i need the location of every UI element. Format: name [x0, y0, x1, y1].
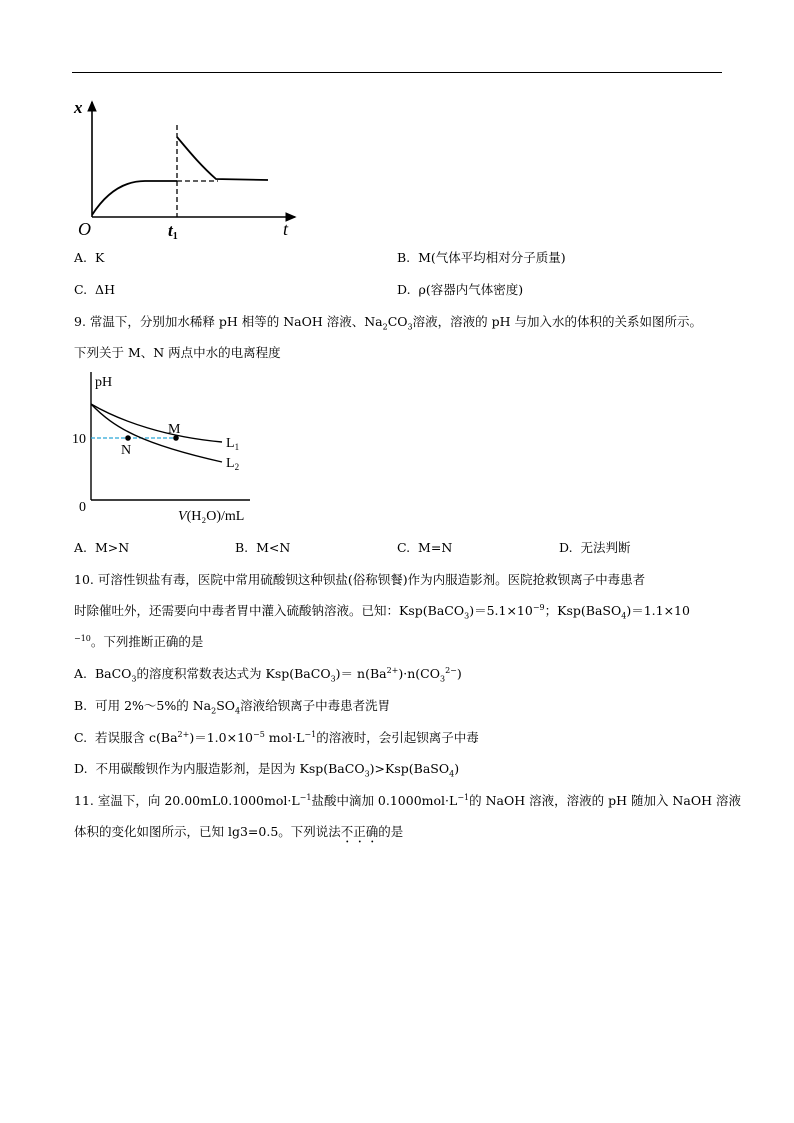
point-N: [125, 435, 131, 441]
graph1-y-label: x: [74, 98, 83, 117]
curve-L1: [91, 404, 222, 442]
graph2-origin: 0: [79, 500, 86, 515]
q11-stem-line2: 体积的变化如图所示，已知 lg3=0.5。下列说法不正确的是: [74, 824, 404, 839]
q10-option-b[interactable]: B. 可用 2%～5%的 $Na_2SO_4$溶液给钡离子中毒患者洗胃: [74, 698, 391, 716]
q10-stem-line3: $^{-10}$。下列推断正确的是: [74, 633, 204, 649]
graph1-origin: O: [78, 219, 91, 239]
q8-option-d[interactable]: D. ρ(容器内气体密度): [397, 282, 524, 297]
emphasis-text: 不正确: [340, 824, 379, 839]
q10-option-d[interactable]: D. 不用碳酸钡作为内服造影剂，是因为 Ksp(BaCO$_3$)>Ksp(BaSO$_4$): [74, 761, 460, 779]
q9-option-d[interactable]: D. 无法判断: [559, 540, 631, 555]
q9-option-a[interactable]: A. M>N: [74, 540, 130, 555]
curve-after-t1: [177, 137, 268, 180]
label-M: M: [168, 422, 181, 437]
q9-option-c[interactable]: C. M=N: [397, 540, 453, 555]
graph2-y-label: pH: [95, 375, 113, 390]
curve-rise: [92, 181, 177, 215]
graph-x-vs-t: [70, 95, 310, 240]
graph2-tick-10: 10: [72, 432, 86, 447]
q11-stem-line1: 11. 室温下，向 $20.00mL0.1000mol\cdot L^{-1}$盐酸中滴加 $0.1000mol\cdot L^{-1}$的 NaOH 溶液，溶液的 pH 随加入 NaOH 溶液: [74, 792, 741, 808]
q8-option-c[interactable]: C. ΔH: [74, 282, 115, 297]
q10-stem-line2: 时除催吐外，还需要向中毒者胃中灌入硫酸钠溶液。已知：$Ksp(BaCO_3)=5.1\times 10^{-9}$；Ksp(BaSO$_4$)＝1.1×10: [74, 602, 690, 621]
q10-stem-line1: 10. 可溶性钡盐有毒，医院中常用硫酸钡这种钡盐(俗称钡餐)作为内服造影剂。医院抢救钡离子中毒患者: [74, 572, 646, 587]
q10-option-c[interactable]: C. 若误服含 $c(Ba^{2+})=1.0\times 10^{-5}$ $mol\cdot L^{-1}$的溶液时，会引起钡离子中毒: [74, 729, 479, 745]
graph1-x-label: t: [283, 219, 289, 239]
label-N: N: [121, 443, 132, 458]
graph1-t1-label: t1: [168, 221, 178, 242]
q8-option-a[interactable]: A. K: [74, 250, 105, 265]
graph2-x-label: V(H₂O)/mL: [178, 509, 245, 524]
graph-ph-vs-volume: [72, 370, 262, 530]
curve-L2: [91, 404, 222, 462]
label-L1: $L_1$: [226, 436, 240, 452]
q8-option-b[interactable]: B. M(气体平均相对分子质量): [397, 250, 566, 265]
q9-stem-line2: 下列关于 M、N 两点中水的电离程度: [74, 345, 281, 360]
header-rule: [72, 72, 722, 73]
q9-stem-line1: 9. 常温下，分别加水稀释 pH 相等的 NaOH 溶液、$Na_2CO_3$溶液，溶液的 pH 与加入水的体积的关系如图所示。: [74, 314, 702, 332]
label-L2: $L_2$: [226, 456, 240, 472]
q10-option-a[interactable]: A. BaCO$_3$的溶度积常数表达式为 Ksp(BaCO$_3$)＝ $n(Ba^{2+})\cdot n(CO_3^{2-})$: [74, 665, 462, 684]
q9-option-b[interactable]: B. M<N: [235, 540, 291, 555]
